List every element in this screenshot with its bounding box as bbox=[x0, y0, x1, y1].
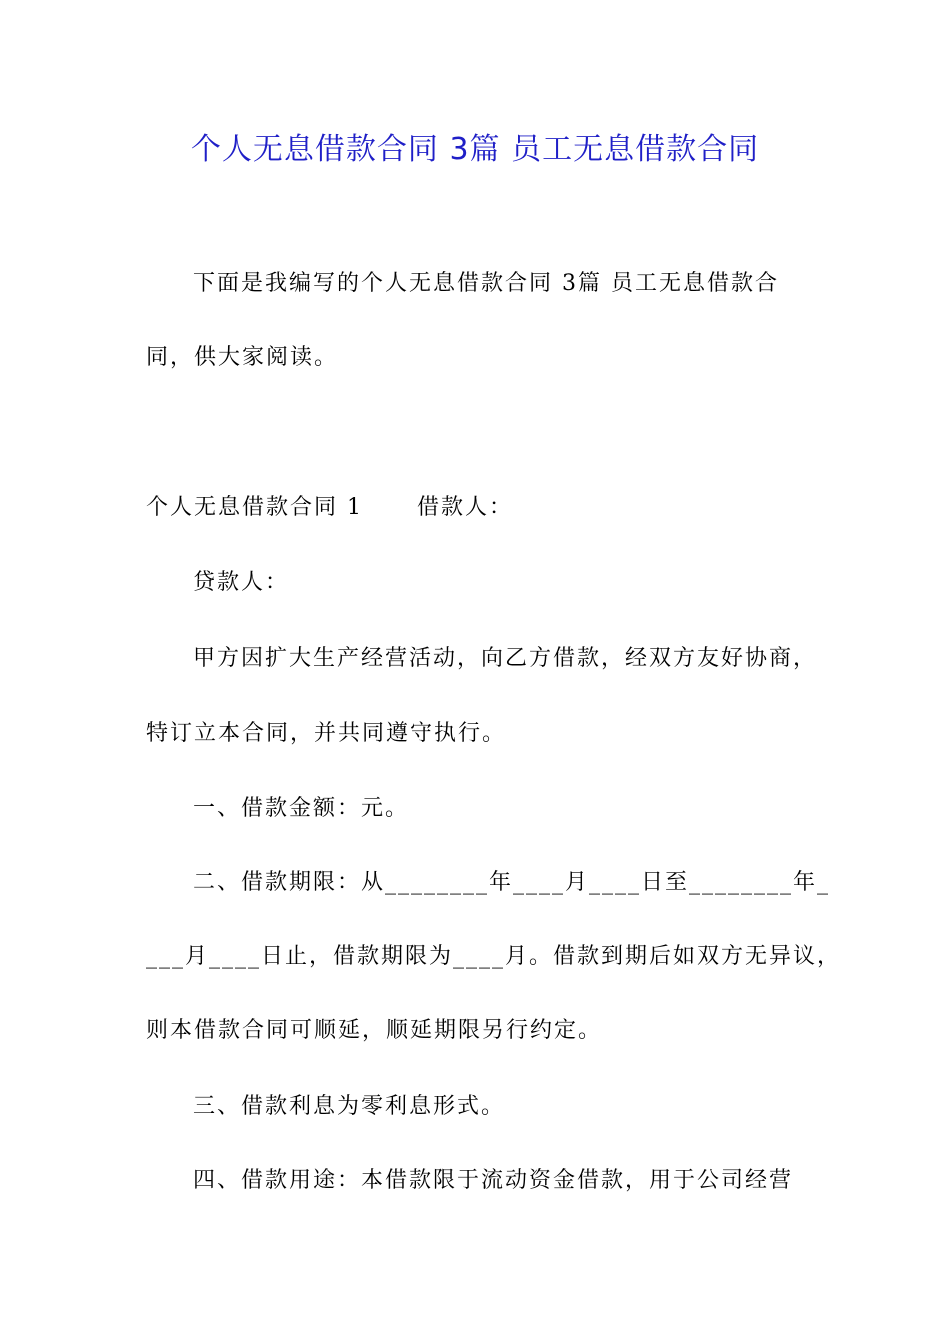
clause-2-line-1: 二、借款期限：从________年____月____日至________年_ bbox=[193, 870, 831, 895]
borrower-label: 借款人： bbox=[417, 495, 514, 520]
clause-1: 一、借款金额：元。 bbox=[193, 796, 410, 821]
clause-4-line-1: 四、借款用途：本借款限于流动资金借款，用于公司经营 bbox=[193, 1168, 794, 1193]
intro-line-1: 下面是我编写的个人无息借款合同 3篇 员工无息借款合 bbox=[193, 271, 779, 296]
document-title: 个人无息借款合同 3篇 员工无息借款合同 bbox=[190, 132, 760, 167]
paragraph-1-line-1: 甲方因扩大生产经营活动，向乙方借款，经双方友好协商， bbox=[193, 646, 818, 671]
paragraph-1-line-2: 特订立本合同，并共同遵守执行。 bbox=[146, 721, 507, 746]
section-heading-row bbox=[146, 492, 513, 524]
clause-2-line-2: ___月____日止，借款期限为____月。借款到期后如双方无异议， bbox=[146, 944, 842, 969]
lender-label: 贷款人： bbox=[193, 570, 290, 595]
section-heading: 个人无息借款合同 1 bbox=[146, 495, 363, 520]
intro-line-2: 同，供大家阅读。 bbox=[146, 345, 339, 370]
clause-2-line-3: 则本借款合同可顺延，顺延期限另行约定。 bbox=[146, 1018, 603, 1043]
clause-3: 三、借款利息为零利息形式。 bbox=[193, 1094, 506, 1119]
